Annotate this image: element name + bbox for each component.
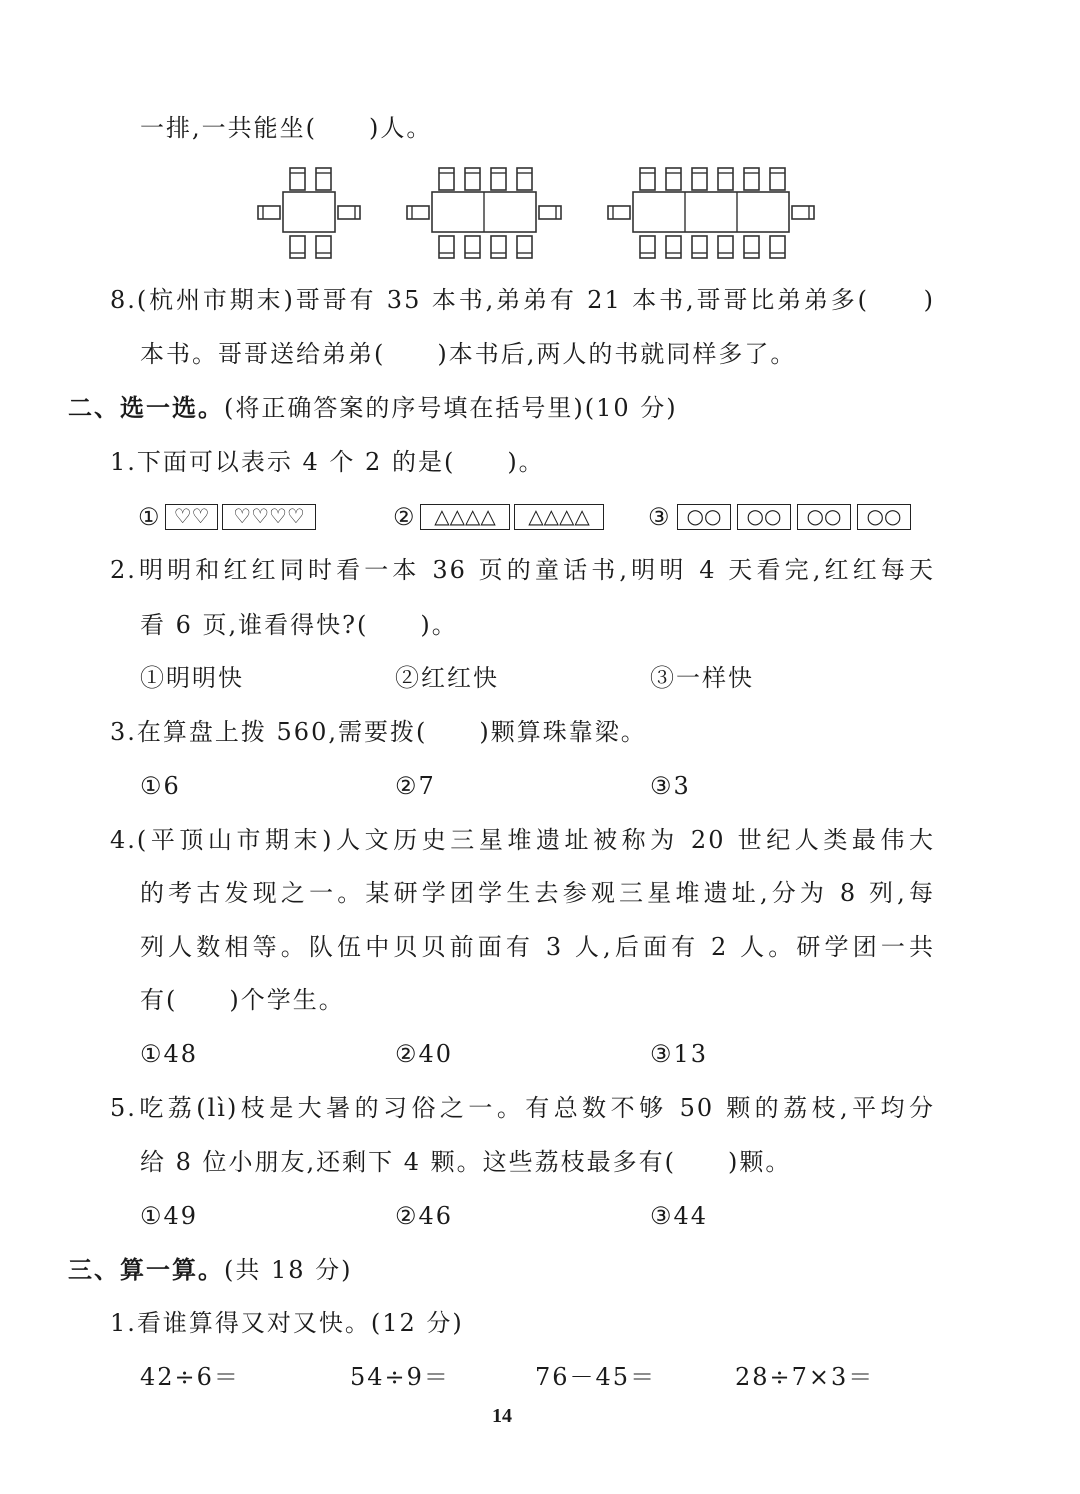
q3-option-2: ②7 bbox=[395, 772, 436, 800]
q4-option-2: ②40 bbox=[395, 1040, 454, 1068]
q4-line-2: 的考古发现之一。某研学团学生去参观三星堆遗址,分为 8 列,每 bbox=[140, 879, 935, 907]
q8-line-1: 8.(杭州市期末)哥哥有 35 本书,弟弟有 21 本书,哥哥比弟弟多( ) bbox=[110, 286, 935, 314]
table-group-3 bbox=[608, 168, 814, 258]
q2-option-1: ①明明快 bbox=[140, 664, 244, 692]
chair-bottom bbox=[517, 236, 532, 258]
chair-top bbox=[640, 168, 655, 190]
table bbox=[633, 192, 789, 232]
chair-top bbox=[770, 168, 785, 190]
page-number: 14 bbox=[492, 1405, 512, 1427]
q2-line-2: 看 6 页,谁看得快?( )。 bbox=[140, 611, 458, 639]
seating-figure bbox=[250, 160, 830, 264]
table bbox=[283, 192, 335, 232]
circles-box: ○○ bbox=[857, 504, 911, 530]
chair-bottom bbox=[666, 236, 681, 258]
q5-option-3: ③44 bbox=[650, 1202, 709, 1230]
chair-top bbox=[744, 168, 759, 190]
q1-option-2 bbox=[393, 504, 604, 530]
section2-heading bbox=[68, 393, 678, 423]
chair-top bbox=[666, 168, 681, 190]
chair-left bbox=[608, 206, 630, 219]
chair-top bbox=[491, 168, 506, 190]
option-marker: ② bbox=[393, 503, 415, 531]
section3-instruction: (共 18 分) bbox=[224, 1256, 353, 1284]
section3-heading bbox=[68, 1255, 353, 1285]
chair-right bbox=[338, 206, 360, 219]
q5-line-1: 5.吃荔(lì)枝是大暑的习俗之一。有总数不够 50 颗的荔枝,平均分 bbox=[110, 1094, 935, 1122]
table-group-1 bbox=[258, 168, 360, 258]
table-group-2 bbox=[407, 168, 561, 258]
chair-top bbox=[290, 168, 305, 190]
chair-bottom bbox=[744, 236, 759, 258]
chair-top bbox=[465, 168, 480, 190]
chair-bottom bbox=[692, 236, 707, 258]
q8-line-2: 本书。哥哥送给弟弟( )本书后,两人的书就同样多了。 bbox=[140, 340, 797, 368]
option-marker: ① bbox=[138, 503, 160, 531]
q3-option-3: ③3 bbox=[650, 772, 691, 800]
circles-box: ○○ bbox=[797, 504, 851, 530]
section2-instruction: (将正确答案的序号填在括号里)(10 分) bbox=[224, 394, 678, 422]
chair-bottom bbox=[290, 236, 305, 258]
calc-problem: 54÷9＝ bbox=[350, 1363, 450, 1391]
chair-left bbox=[258, 206, 280, 219]
q5-line-2: 给 8 位小朋友,还剩下 4 颗。这些荔枝最多有( )颗。 bbox=[140, 1148, 792, 1176]
q4-option-1: ①48 bbox=[140, 1040, 199, 1068]
chair-bottom bbox=[465, 236, 480, 258]
chair-top bbox=[316, 168, 331, 190]
triangles-box: △△△△ bbox=[514, 504, 604, 530]
q2-option-3: ③一样快 bbox=[650, 664, 754, 692]
triangles-box: △△△△ bbox=[420, 504, 510, 530]
chair-right bbox=[539, 206, 561, 219]
q2-line-1: 2.明明和红红同时看一本 36 页的童话书,明明 4 天看完,红红每天 bbox=[110, 556, 935, 584]
chair-bottom bbox=[770, 236, 785, 258]
q5-option-1: ①49 bbox=[140, 1202, 199, 1230]
calc-problem: 42÷6＝ bbox=[140, 1363, 240, 1391]
chair-top bbox=[517, 168, 532, 190]
calc-problem: 28÷7×3＝ bbox=[735, 1363, 875, 1391]
q7-continuation: 一排,一共能坐( )人。 bbox=[140, 114, 433, 142]
chair-bottom bbox=[640, 236, 655, 258]
q4-line-1: 4.(平顶山市期末)人文历史三星堆遗址被称为 20 世纪人类最伟大 bbox=[110, 826, 935, 854]
chair-bottom bbox=[491, 236, 506, 258]
chair-bottom bbox=[439, 236, 454, 258]
calc-problem: 76－45＝ bbox=[535, 1363, 657, 1391]
hearts-box: ♡♡♡♡ bbox=[222, 504, 316, 530]
chair-bottom bbox=[718, 236, 733, 258]
q1-option-3 bbox=[648, 504, 911, 530]
circles-box: ○○ bbox=[677, 504, 731, 530]
q3-option-1: ①6 bbox=[140, 772, 181, 800]
chair-top bbox=[692, 168, 707, 190]
s3-q1-text: 1.看谁算得又对又快。(12 分) bbox=[110, 1309, 464, 1337]
q4-line-4: 有( )个学生。 bbox=[140, 986, 345, 1014]
chair-right bbox=[792, 206, 814, 219]
chair-bottom bbox=[316, 236, 331, 258]
q5-option-2: ②46 bbox=[395, 1202, 454, 1230]
q3-line-1: 3.在算盘上拨 560,需要拨( )颗算珠靠梁。 bbox=[110, 718, 647, 746]
section2-title: 二、选一选。 bbox=[68, 393, 224, 422]
chair-top bbox=[718, 168, 733, 190]
q1-text: 1.下面可以表示 4 个 2 的是( )。 bbox=[110, 448, 545, 476]
option-marker: ③ bbox=[648, 503, 670, 531]
section3-title: 三、算一算。 bbox=[68, 1255, 224, 1284]
q1-option-1 bbox=[138, 504, 316, 530]
circles-box: ○○ bbox=[737, 504, 791, 530]
q2-option-2: ②红红快 bbox=[395, 664, 499, 692]
hearts-box: ♡♡ bbox=[165, 504, 218, 530]
chair-top bbox=[439, 168, 454, 190]
q4-line-3: 列人数相等。队伍中贝贝前面有 3 人,后面有 2 人。研学团一共 bbox=[140, 933, 935, 961]
q4-option-3: ③13 bbox=[650, 1040, 709, 1068]
chair-left bbox=[407, 206, 429, 219]
